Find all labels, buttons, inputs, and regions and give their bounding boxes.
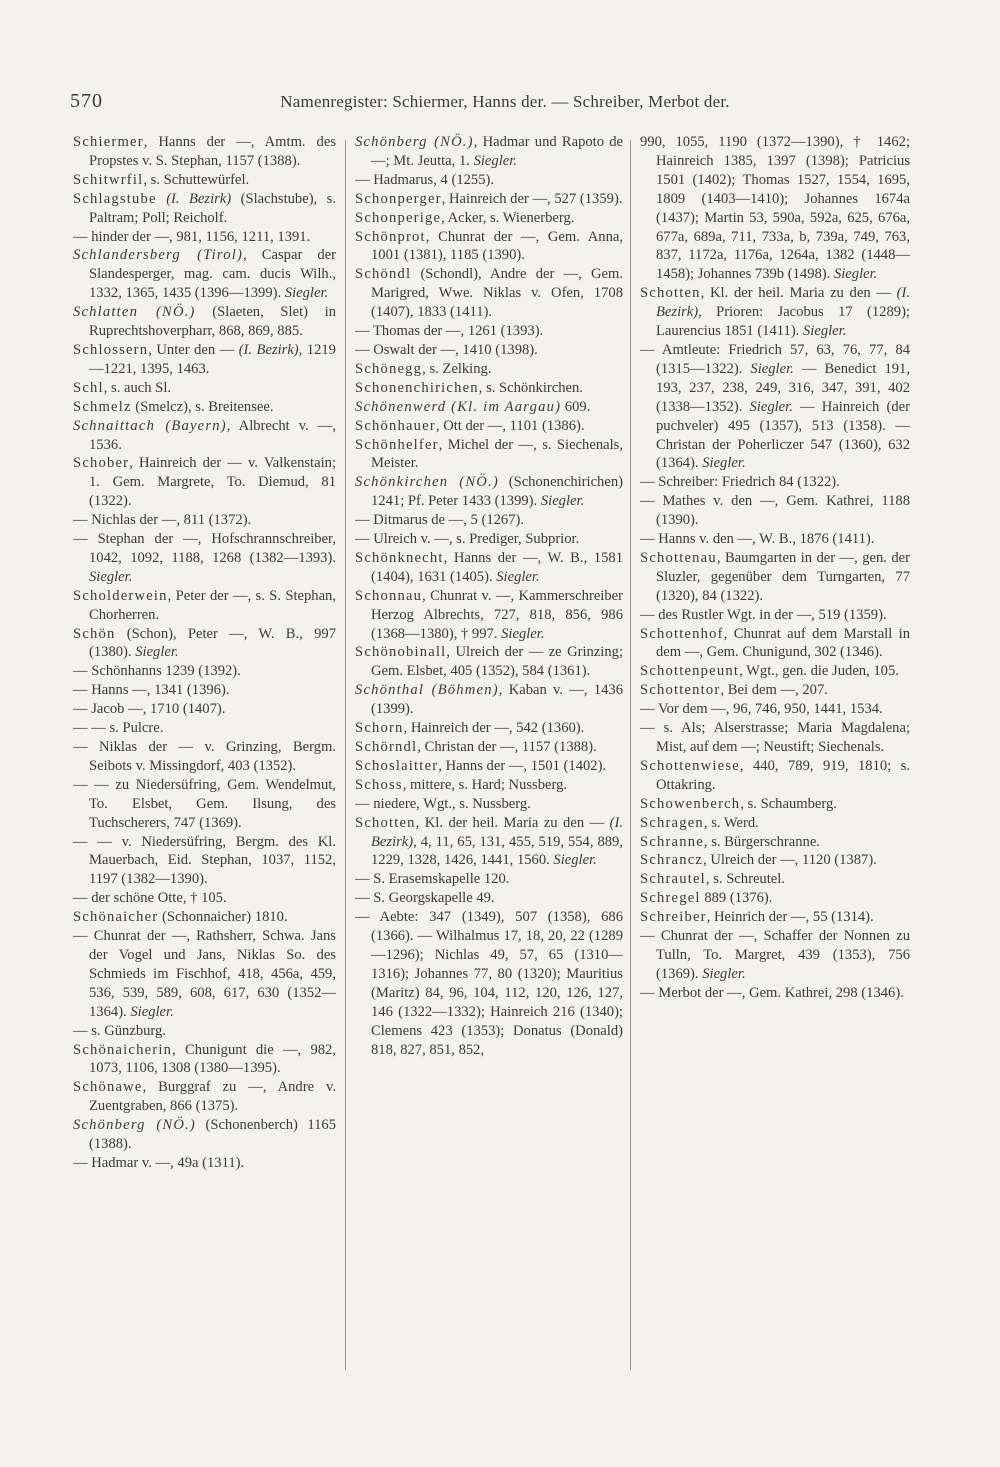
- entry-text: — Hadmarus, 4 (1255).: [355, 171, 495, 188]
- headword: Schitwrfil: [73, 171, 144, 188]
- entry-text: , Burggraf zu —, Andre v. Zuentgraben, 866 (1375).: [89, 1079, 336, 1115]
- headword-place: Schönberg (NÖ.): [73, 1117, 196, 1134]
- entry-text: (Schon), Peter —, W. B., 997 (1380).: [89, 625, 336, 661]
- index-entry: [73, 171, 336, 190]
- index-entry: [73, 246, 336, 303]
- index-entry: [640, 492, 910, 530]
- entry-text: , Ott der —, 1101 (1386).: [435, 417, 585, 434]
- index-entry: [640, 662, 910, 681]
- entry-text: — Nichlas der —, 811 (1372).: [73, 512, 252, 529]
- index-entry: [640, 908, 910, 927]
- entry-text: — der schöne Otte, † 105.: [73, 890, 227, 907]
- column-divider: [345, 140, 346, 1370]
- index-entry: [640, 473, 910, 492]
- entry-text: , Christan der —, 1157 (1388).: [417, 739, 597, 755]
- entry-text: , Hadmar und Rapoto de —; Mt. Jeutta, 1.: [371, 134, 623, 169]
- headword: Schober: [73, 455, 130, 472]
- index-entry: [73, 719, 336, 738]
- index-entry: [73, 303, 336, 341]
- headword: Schonenchirichen: [355, 379, 479, 396]
- index-entry: [73, 190, 336, 228]
- entry-text: , Kl. der heil. Maria zu den —: [700, 285, 897, 302]
- entry-text: — s. Als; Alserstrasse; Maria Magdalena; Mist, auf dem —; Neustift; Siechenals.: [640, 720, 910, 755]
- index-entry: [640, 530, 910, 549]
- italic-note: Siegler.: [130, 1003, 174, 1020]
- headword: Schön: [73, 625, 116, 642]
- headword: Schönawe: [73, 1079, 143, 1096]
- entry-text: — Vor dem —, 96, 746, 950, 1441, 1534.: [640, 701, 883, 718]
- index-entry: [355, 133, 623, 171]
- headword: Schranne: [640, 833, 704, 850]
- index-entry: [640, 757, 910, 795]
- entry-text: — S. Georgskapelle 49.: [355, 890, 495, 907]
- running-title: Namenregister: Schiermer, Hanns der. — Schreiber, Merbot der.: [280, 92, 730, 111]
- page-number: 570: [70, 90, 103, 112]
- headword-place: Schlandersberg (Tirol): [73, 247, 244, 264]
- entry-text: [157, 191, 166, 207]
- entry-text: , Hanns der —, W. B., 1581 (1404), 1631 (1405).: [371, 549, 623, 585]
- index-entry: [355, 889, 623, 908]
- entry-text: — S. Erasemskapelle 120.: [355, 871, 510, 888]
- italic-note: Siegler.: [833, 266, 878, 283]
- headword: Schreiber: [640, 909, 707, 926]
- index-entry: [355, 171, 623, 190]
- headword: Schlagstube: [73, 190, 157, 207]
- headword: Schl: [73, 379, 104, 396]
- entry-text: — Aebte: 347 (1349), 507 (1358), 686 (1366). — Wilhalmus 17, 18, 20, 22 (1289—1296); Nichlas 49, 57, 65 (1310—1316); Johannes 77, 80 (1320); Mauritius (Maritz) 84, 96, 104, 112, 120, 126, 127, 146 (1322—1332); Hainreich 216 (1340); Clemens 423 (1353); Donatus (Donald) 818, 827, 851, 852,: [355, 909, 623, 1058]
- entry-text: , Wgt., gen. die Juden, 105.: [739, 663, 899, 680]
- index-entry: [73, 833, 336, 890]
- headword-place: Schönberg (NÖ.): [355, 134, 474, 150]
- headword: Schregel: [640, 890, 701, 907]
- index-entry: [73, 341, 336, 379]
- entry-text: , Kl. der heil. Maria zu den —: [415, 814, 610, 831]
- entry-text: — Merbot der —, Gem. Kathrei, 298 (1346).: [640, 984, 904, 1001]
- entry-text: , Caspar der Slandesperger, mag. cam. ducis Wilh., 1332, 1365, 1435 (1396—1399).: [89, 247, 336, 302]
- headword: Schöndl: [355, 266, 412, 283]
- entry-text: , Heinrich der —, 55 (1314).: [706, 909, 874, 926]
- index-entry: [73, 889, 336, 908]
- entry-text: , Chunrat auf dem Marstall in dem —, Gem. Chunigund, 302 (1346).: [656, 625, 910, 661]
- index-entry: [355, 643, 623, 681]
- headword: Schönobinall: [355, 644, 447, 661]
- index-entry: [640, 700, 910, 719]
- index-entry: [355, 322, 623, 341]
- index-entry: [73, 417, 336, 455]
- entry-text: — — zu Niedersüfring, Gem. Wendelmut, To. Elsbet, Gem. Ilsung, des Tuchscherers, 747 (1369).: [73, 776, 336, 831]
- entry-text: — Hanns —, 1341 (1396).: [73, 682, 230, 699]
- entry-text: — Jacob —, 1710 (1407).: [73, 701, 226, 718]
- headword: Schönknecht: [355, 549, 444, 566]
- entry-text: , 1219—1221, 1395, 1463.: [89, 341, 336, 377]
- entry-text: 609.: [561, 398, 591, 415]
- index-entry: [73, 228, 336, 247]
- index-entry: [73, 681, 336, 700]
- entry-text: , Hainreich der —, 542 (1360).: [403, 720, 585, 737]
- index-entry: [355, 530, 623, 549]
- entry-text: — Thomas der —, 1261 (1393).: [355, 323, 544, 340]
- entry-text: — Schönhanns 1239 (1392).: [73, 663, 241, 680]
- index-entry: [640, 549, 910, 606]
- entry-text: , s. Schönkirchen.: [478, 379, 583, 396]
- italic-note: Siegler.: [553, 852, 597, 869]
- entry-text: — Ulreich v. —, s. Prediger, Subprior.: [355, 531, 580, 548]
- headword: Schottenhof: [640, 625, 724, 642]
- index-entry: [73, 398, 336, 417]
- entry-text: — Ditmarus de —, 5 (1267).: [355, 512, 525, 529]
- index-entry: [73, 625, 336, 663]
- entry-text: , mittere, s. Hard; Nussberg.: [402, 776, 568, 793]
- index-entry: [73, 738, 336, 776]
- index-entry: [355, 814, 623, 871]
- index-entry: [73, 700, 336, 719]
- headword: Schragen: [640, 814, 704, 831]
- entry-text: — Hanns v. den —, W. B., 1876 (1411).: [640, 531, 875, 548]
- entry-text: (Smelcz), s. Breitensee.: [131, 398, 274, 415]
- index-entry: [355, 738, 623, 757]
- italic-note: Siegler.: [702, 965, 746, 982]
- headword-place: Schnaittach (Bayern): [73, 417, 227, 434]
- entry-text: — Niklas der — v. Grinzing, Bergm. Seibots v. Missingdorf, 403 (1352).: [73, 739, 336, 774]
- index-entry: [73, 587, 336, 625]
- index-entry: [73, 1116, 336, 1154]
- index-entry: [355, 473, 623, 511]
- index-entry: [73, 511, 336, 530]
- headword: Schönaicherin: [73, 1041, 173, 1058]
- headword: Schönegg: [355, 360, 423, 377]
- headword: Schmelz: [73, 398, 132, 415]
- italic-note: Siegler.: [750, 360, 794, 377]
- entry-text: (Schondl), Andre der —, Gem. Marigred, Wwe. Niklas v. Ofen, 1708 (1407), 1833 (1411).: [371, 266, 623, 321]
- index-entry: [355, 436, 623, 474]
- index-entry: [355, 719, 623, 738]
- entry-text: , Hainreich der —, 527 (1359).: [441, 190, 623, 207]
- index-entry: [73, 662, 336, 681]
- italic-note: Siegler.: [749, 398, 793, 415]
- entry-text: , Hainreich der — v. Valkenstain; 1. Gem. Margrete, To. Diemud, 81 (1322).: [89, 455, 336, 510]
- entry-text: — — s. Pulcre.: [73, 720, 164, 737]
- index-entry: [73, 379, 336, 398]
- entry-text: (Slaeten, Slet) in Ruprechtshoverpharr, 868, 869, 885.: [89, 304, 336, 340]
- headword-place: Schlatten (NÖ.): [73, 304, 196, 321]
- italic-note: Siegler.: [501, 625, 545, 642]
- entry-text: (Schonenberch) 1165 (1388).: [89, 1117, 336, 1153]
- entry-text: (Slachstube), s. Paltram; Poll; Reicholf.: [89, 190, 336, 226]
- index-entry: [73, 908, 336, 927]
- entry-text: , Ulreich der — ze Grinzing; Gem. Elsbet, 405 (1352), 584 (1361).: [371, 644, 623, 680]
- entry-text: — s. Günzburg.: [73, 1022, 166, 1039]
- entry-text: — Schreiber: Friedrich 84 (1322).: [640, 474, 840, 491]
- index-entry: [640, 341, 910, 473]
- index-entry: [355, 870, 623, 889]
- index-entry: [640, 606, 910, 625]
- entry-text: (Schonenchirichen) 1241; Pf. Peter 1433 (1399).: [371, 474, 623, 510]
- headword: Schrautel: [640, 871, 706, 888]
- index-entry: [355, 549, 623, 587]
- italic-note: Siegler.: [473, 152, 517, 169]
- headword: Schorn: [355, 720, 404, 737]
- entry-text: , s. Schaumberg.: [740, 795, 837, 812]
- index-entry: [640, 851, 910, 870]
- column-divider: [630, 140, 631, 1370]
- index-entry: [355, 228, 623, 266]
- italic-note: (I. Bezirk): [166, 190, 232, 207]
- index-entry: [640, 870, 910, 889]
- entry-text: 990, 1055, 1190 (1372—1390), † 1462; Hainreich 1385, 1397 (1398); Patricius 1501 (1402); Thomas 1527, 1554, 1695, 1809 (1403—1410); Johannes 1674a (1437); Martin 53, 590a, 592a, 625, 676a, 677a, 689a, 711, 733a, b, 739a, 749, 763, 837, 1172a, 1176a, 1264a, 1382 (1448—1458); Johannes 739b (1498).: [640, 134, 910, 283]
- index-column-3: [640, 133, 910, 1423]
- entry-text: , Albrecht v. —, 1536.: [89, 417, 336, 453]
- entry-text: — Hainreich (der puchveler) 495 (1357), 513 (1358). — Christan der Poherliczer 547 (1360), 632 (1364).: [656, 398, 910, 472]
- italic-note: Siegler.: [135, 644, 179, 661]
- index-entry: [355, 757, 623, 776]
- index-entry: [640, 625, 910, 663]
- index-entry: [355, 587, 623, 644]
- index-entry: [355, 398, 623, 417]
- index-entry: [355, 341, 623, 360]
- entry-text: , Chunrat der —, Gem. Anna, 1001 (1381), 1185 (1390).: [371, 228, 623, 264]
- index-entry: [355, 360, 623, 379]
- index-entry: [73, 1078, 336, 1116]
- italic-note: Siegler.: [89, 568, 133, 585]
- index-entry: [355, 681, 623, 719]
- index-entry: [73, 1022, 336, 1041]
- headword: Schörndl: [355, 739, 418, 755]
- entry-text: , Hanns der —, 1501 (1402).: [438, 757, 607, 774]
- italic-note: Siegler.: [702, 455, 746, 472]
- index-entry: [355, 795, 623, 814]
- index-entry: [640, 833, 910, 852]
- entry-text: , Kaban v. —, 1436 (1399).: [371, 682, 623, 718]
- headword-place: Schönthal (Böhmen): [355, 682, 499, 699]
- headword: Schottentor: [640, 682, 721, 699]
- headword: Schottenwiese: [640, 757, 740, 774]
- entry-text: — Amtleute: Friedrich 57, 63, 76, 77, 84 (1315—1322).: [640, 341, 910, 377]
- italic-note: Siegler.: [496, 568, 540, 585]
- headword: Schlossern: [73, 341, 149, 358]
- headword: Schönhauer: [355, 417, 436, 434]
- headword: Schottenau: [640, 549, 717, 566]
- entry-text: , s. Schreutel.: [705, 871, 785, 888]
- index-entry: [640, 814, 910, 833]
- headword: Schiermer: [73, 134, 144, 150]
- index-column-1: [73, 133, 336, 1423]
- entry-text: — des Rustler Wgt. in der —, 519 (1359).: [640, 606, 887, 623]
- headword: Schrancz: [640, 852, 704, 869]
- index-entry: [640, 719, 910, 757]
- index-entry: [640, 681, 910, 700]
- entry-text: , Chunrat v. —, Kammerschreiber Herzog Albrechts, 727, 818, 856, 986 (1368—1380), † 997.: [371, 587, 623, 642]
- entry-text: , 440, 789, 919, 1810; s. Ottakring.: [656, 757, 910, 793]
- italic-note: (I. Bezirk): [238, 341, 299, 358]
- entry-text: — Hadmar v. —, 49a (1311).: [73, 1154, 245, 1171]
- headword-place: Schönenwerd (Kl. im Aargau): [355, 398, 562, 415]
- entry-text: — Oswalt der —, 1410 (1398).: [355, 341, 538, 358]
- index-entry: [355, 265, 623, 322]
- entry-text: — Chunrat der —, Schaffer der Nonnen zu Tulln, To. Margret, 439 (1353), 756 (1369).: [640, 928, 910, 982]
- entry-text: , Baumgarten in der —, gen. der Sluzler, gegenüber dem Turngarten, 77 (1320), 84 (1322).: [656, 549, 910, 604]
- headword: Schonperger: [355, 190, 442, 207]
- index-entry: [640, 984, 910, 1003]
- index-entry: [73, 1154, 336, 1173]
- entry-text: — — v. Niedersüfring, Bergm. des Kl. Mauerbach, Eid. Stephan, 1037, 1152, 1197 (1382—1390).: [73, 833, 336, 888]
- index-entry: [640, 795, 910, 814]
- index-entry: [355, 417, 623, 436]
- entry-text: , s. auch Sl.: [103, 379, 172, 396]
- headword: Schotten: [640, 285, 701, 302]
- headword: Schowenberch: [640, 795, 741, 812]
- entry-text: , Peter der —, s. S. Stephan, Chorherren.: [89, 587, 336, 623]
- headword: Scholderwein: [73, 587, 168, 604]
- index-entry: [640, 133, 910, 284]
- page-header: [70, 90, 940, 120]
- entry-text: — Chunrat der —, Rathsherr, Schwa. Jans der Vogel und Jans, Niklas So. des Schmieds im Fischhof, 418, 456a, 459, 536, 539, 589, 608, 617, 630 (1352—1364).: [73, 928, 336, 1020]
- index-entry: [355, 511, 623, 530]
- headword: Schoslaitter: [355, 757, 439, 774]
- entry-text: , s. Schuttewürfel.: [143, 171, 250, 188]
- italic-note: Siegler.: [540, 493, 585, 510]
- headword: Schonnau: [355, 587, 423, 604]
- entry-text: , Bei dem —, 207.: [720, 682, 828, 699]
- entry-text: , Unter den —: [148, 341, 239, 358]
- index-entry: [73, 454, 336, 511]
- entry-text: , Acker, s. Wienerberg.: [441, 209, 575, 226]
- index-entry: [355, 379, 623, 398]
- headword: Schönprot: [355, 228, 426, 245]
- entry-text: (Schonnaicher) 1810.: [158, 909, 288, 926]
- entry-text: , s. Bürgerschranne.: [703, 833, 820, 850]
- headword: Schonperige: [355, 209, 442, 226]
- italic-note: Siegler.: [284, 285, 329, 302]
- headword: Schoss: [355, 776, 403, 793]
- italic-note: (I. Bezirk): [371, 814, 623, 850]
- italic-note: Siegler.: [802, 323, 847, 340]
- entry-text: — hinder der —, 981, 1156, 1211, 1391.: [73, 228, 311, 245]
- index-entry: [355, 908, 623, 1059]
- index-entry: [355, 776, 623, 795]
- index-entry: [640, 927, 910, 984]
- index-entry: [73, 776, 336, 833]
- entry-text: — Stephan der —, Hofschrannschreiber, 1042, 1092, 1188, 1268 (1382—1393).: [73, 531, 336, 566]
- entry-text: — niedere, Wgt., s. Nussberg.: [355, 795, 531, 812]
- entry-text: , 4, 11, 65, 131, 455, 519, 554, 889, 1229, 1328, 1426, 1441, 1560.: [371, 833, 623, 869]
- entry-text: — Benedict 191, 193, 237, 238, 249, 316, 347, 391, 402 (1338—1352).: [656, 360, 910, 415]
- headword-place: Schönkirchen (NÖ.): [355, 474, 499, 491]
- italic-note: (I. Bezirk): [656, 285, 910, 321]
- entry-text: , Ulreich der —, 1120 (1387).: [703, 852, 877, 869]
- index-entry: [640, 284, 910, 341]
- headword: Schönhelfer: [355, 436, 439, 453]
- index-entry: [73, 927, 336, 1022]
- index-entry: [355, 190, 623, 209]
- entry-text: , s. Werd.: [703, 814, 759, 831]
- index-entry: [73, 1041, 336, 1079]
- headword: Schotten: [355, 814, 416, 831]
- entry-text: , s. Zelking.: [422, 360, 492, 377]
- index-entry: [73, 133, 336, 171]
- index-entry: [640, 889, 910, 908]
- entry-text: , Prioren: Jacobus 17 (1289); Laurencius 1851 (1411).: [656, 304, 910, 340]
- entry-text: , Hanns der —, Amtm. des Propstes v. S. Stephan, 1157 (1388).: [89, 134, 336, 169]
- index-column-2: [355, 133, 623, 1423]
- headword: Schönaicher: [73, 909, 159, 926]
- index-entry: [73, 530, 336, 587]
- headword: Schottenpeunt: [640, 663, 740, 680]
- entry-text: — Mathes v. den —, Gem. Kathrei, 1188 (1390).: [640, 493, 910, 529]
- entry-text: , Michel der —, s. Siechenals, Meister.: [371, 436, 623, 472]
- entry-text: 889 (1376).: [700, 890, 773, 907]
- index-entry: [355, 209, 623, 228]
- entry-text: , Chunigunt die —, 982, 1073, 1106, 1308 (1380—1395).: [89, 1041, 336, 1077]
